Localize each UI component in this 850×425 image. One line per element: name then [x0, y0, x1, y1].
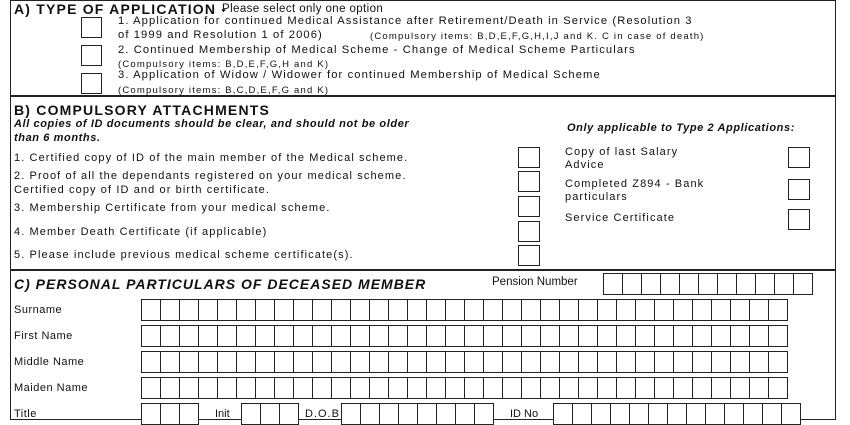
char-cell[interactable] — [553, 403, 573, 425]
char-cell[interactable] — [379, 403, 399, 425]
type2-checkbox-bank[interactable] — [788, 179, 810, 200]
attachment-checkbox-5[interactable] — [518, 245, 540, 266]
char-cell[interactable] — [179, 325, 199, 347]
char-cell[interactable] — [312, 351, 332, 373]
char-cell[interactable] — [540, 325, 560, 347]
char-cell[interactable] — [502, 377, 522, 399]
char-cell[interactable] — [279, 403, 299, 425]
surname-grid[interactable] — [141, 299, 787, 321]
char-cell[interactable] — [654, 377, 674, 399]
char-cell[interactable] — [559, 351, 579, 373]
char-cell[interactable] — [398, 403, 418, 425]
char-cell[interactable] — [730, 351, 750, 373]
char-cell[interactable] — [610, 403, 630, 425]
dob-label: D.O.B — [305, 408, 340, 420]
char-cell[interactable] — [616, 299, 636, 321]
char-cell[interactable] — [483, 325, 503, 347]
char-cell[interactable] — [502, 299, 522, 321]
option3-checkbox[interactable] — [81, 73, 102, 94]
char-cell[interactable] — [616, 351, 636, 373]
char-cell[interactable] — [436, 403, 456, 425]
char-cell[interactable] — [591, 403, 611, 425]
attachment-checkbox-3[interactable] — [518, 196, 540, 217]
char-cell[interactable] — [635, 325, 655, 347]
char-cell[interactable] — [654, 299, 674, 321]
char-cell[interactable] — [179, 377, 199, 399]
char-cell[interactable] — [540, 377, 560, 399]
char-cell[interactable] — [236, 351, 256, 373]
char-cell[interactable] — [540, 299, 560, 321]
char-cell[interactable] — [217, 377, 237, 399]
char-cell[interactable] — [445, 377, 465, 399]
char-cell[interactable] — [540, 351, 560, 373]
char-cell[interactable] — [160, 325, 180, 347]
char-cell[interactable] — [312, 325, 332, 347]
char-cell[interactable] — [179, 299, 199, 321]
char-cell[interactable] — [635, 351, 655, 373]
char-cell[interactable] — [198, 299, 218, 321]
char-cell[interactable] — [692, 299, 712, 321]
section-b-note-line2: than 6 months. — [14, 132, 101, 144]
type2-item-bank-line2: particulars — [565, 191, 628, 203]
attachment-checkbox-1[interactable] — [518, 147, 540, 168]
char-cell[interactable] — [217, 351, 237, 373]
attachment-item-2: 2. Proof of all the dependants registered on your medical scheme. — [14, 170, 407, 182]
char-cell[interactable] — [679, 273, 699, 295]
char-cell[interactable] — [597, 351, 617, 373]
pension-number-label: Pension Number — [492, 276, 578, 288]
char-cell[interactable] — [293, 377, 313, 399]
type2-item-salary: Copy of last Salary — [565, 146, 679, 158]
char-cell[interactable] — [743, 403, 763, 425]
char-cell[interactable] — [341, 403, 361, 425]
char-cell[interactable] — [369, 299, 389, 321]
char-cell[interactable] — [426, 299, 446, 321]
char-cell[interactable] — [160, 403, 180, 425]
char-cell[interactable] — [597, 377, 617, 399]
pension-number-grid[interactable] — [603, 273, 812, 295]
surname-label: Surname — [14, 304, 63, 316]
char-cell[interactable] — [648, 403, 668, 425]
char-cell[interactable] — [160, 351, 180, 373]
char-cell[interactable] — [749, 325, 769, 347]
char-cell[interactable] — [417, 403, 437, 425]
char-cell[interactable] — [236, 299, 256, 321]
char-cell[interactable] — [369, 325, 389, 347]
char-cell[interactable] — [755, 273, 775, 295]
char-cell[interactable] — [698, 273, 718, 295]
char-cell[interactable] — [673, 377, 693, 399]
char-cell[interactable] — [350, 351, 370, 373]
char-cell[interactable] — [730, 299, 750, 321]
option3-items: (Compulsory items: B,C,D,E,F,G and K) — [118, 85, 330, 96]
option1-items: (Compulsory items: B,D,E,F,G,H,I,J and K. C in case of death) — [370, 31, 705, 42]
id-no-label: ID No — [510, 408, 539, 420]
char-cell[interactable] — [350, 325, 370, 347]
char-cell[interactable] — [388, 325, 408, 347]
char-cell[interactable] — [597, 325, 617, 347]
char-cell[interactable] — [293, 325, 313, 347]
char-cell[interactable] — [768, 351, 788, 373]
first-name-label: First Name — [14, 330, 73, 342]
char-cell[interactable] — [762, 403, 782, 425]
char-cell[interactable] — [692, 325, 712, 347]
char-cell[interactable] — [445, 299, 465, 321]
char-cell[interactable] — [768, 299, 788, 321]
char-cell[interactable] — [597, 299, 617, 321]
char-cell[interactable] — [559, 299, 579, 321]
char-cell[interactable] — [464, 299, 484, 321]
char-cell[interactable] — [464, 351, 484, 373]
option3-text: 3. Application of Widow / Widower for continued Membership of Medical Scheme — [118, 69, 601, 81]
char-cell[interactable] — [464, 325, 484, 347]
middle-name-label: Middle Name — [14, 356, 85, 368]
char-cell[interactable] — [502, 351, 522, 373]
char-cell[interactable] — [578, 299, 598, 321]
char-cell[interactable] — [388, 351, 408, 373]
dob-grid[interactable] — [341, 403, 493, 425]
option1-text: 1. Application for continued Medical Assistance after Retirement/Death in Service (Resolution 3 — [118, 15, 693, 27]
char-cell[interactable] — [455, 403, 475, 425]
char-cell[interactable] — [179, 351, 199, 373]
char-cell[interactable] — [483, 351, 503, 373]
type2-item-service: Service Certificate — [565, 212, 676, 224]
char-cell[interactable] — [641, 273, 661, 295]
char-cell[interactable] — [312, 299, 332, 321]
char-cell[interactable] — [578, 351, 598, 373]
char-cell[interactable] — [426, 377, 446, 399]
option2-text: 2. Continued Membership of Medical Scheme - Change of Medical Scheme Particulars — [118, 44, 636, 56]
char-cell[interactable] — [673, 351, 693, 373]
char-cell[interactable] — [724, 403, 744, 425]
char-cell[interactable] — [217, 299, 237, 321]
char-cell[interactable] — [255, 325, 275, 347]
first-name-grid[interactable] — [141, 325, 787, 347]
char-cell[interactable] — [673, 325, 693, 347]
char-cell[interactable] — [217, 325, 237, 347]
maiden-name-label: Maiden Name — [14, 382, 88, 394]
init-grid[interactable] — [241, 403, 298, 425]
char-cell[interactable] — [635, 377, 655, 399]
char-cell[interactable] — [331, 377, 351, 399]
char-cell[interactable] — [388, 299, 408, 321]
char-cell[interactable] — [255, 377, 275, 399]
char-cell[interactable] — [260, 403, 280, 425]
option1-checkbox[interactable] — [81, 17, 102, 38]
attachment-checkbox-2[interactable] — [518, 171, 540, 192]
char-cell[interactable] — [635, 299, 655, 321]
char-cell[interactable] — [426, 351, 446, 373]
char-cell[interactable] — [559, 325, 579, 347]
char-cell[interactable] — [749, 351, 769, 373]
char-cell[interactable] — [572, 403, 592, 425]
char-cell[interactable] — [274, 351, 294, 373]
char-cell[interactable] — [654, 325, 674, 347]
char-cell[interactable] — [521, 351, 541, 373]
char-cell[interactable] — [331, 325, 351, 347]
char-cell[interactable] — [369, 351, 389, 373]
option2-checkbox[interactable] — [81, 45, 102, 66]
char-cell[interactable] — [141, 351, 161, 373]
maiden-name-grid[interactable] — [141, 377, 787, 399]
char-cell[interactable] — [629, 403, 649, 425]
char-cell[interactable] — [241, 403, 261, 425]
char-cell[interactable] — [705, 403, 725, 425]
char-cell[interactable] — [730, 377, 750, 399]
char-cell[interactable] — [521, 377, 541, 399]
option1-text-line2: of 1999 and Resolution 1 of 2006) — [118, 29, 323, 41]
char-cell[interactable] — [673, 299, 693, 321]
char-cell[interactable] — [426, 325, 446, 347]
char-cell[interactable] — [141, 403, 161, 425]
char-cell[interactable] — [521, 325, 541, 347]
attachment-item-4: 4. Member Death Certificate (if applicable) — [14, 226, 268, 238]
attachment-item-2b: Certified copy of ID and or birth certificate. — [14, 184, 271, 196]
char-cell[interactable] — [407, 299, 427, 321]
char-cell[interactable] — [768, 377, 788, 399]
char-cell[interactable] — [369, 377, 389, 399]
char-cell[interactable] — [445, 325, 465, 347]
char-cell[interactable] — [236, 325, 256, 347]
char-cell[interactable] — [407, 377, 427, 399]
char-cell[interactable] — [360, 403, 380, 425]
char-cell[interactable] — [331, 299, 351, 321]
char-cell[interactable] — [483, 377, 503, 399]
char-cell[interactable] — [312, 377, 332, 399]
char-cell[interactable] — [521, 299, 541, 321]
char-cell[interactable] — [667, 403, 687, 425]
type2-checkbox-service[interactable] — [788, 209, 810, 230]
attachment-checkbox-4[interactable] — [518, 221, 540, 242]
attachment-item-3: 3. Membership Certificate from your medical scheme. — [14, 202, 331, 214]
section-a-instruction: Please select only one option — [222, 3, 384, 15]
char-cell[interactable] — [198, 351, 218, 373]
char-cell[interactable] — [274, 299, 294, 321]
char-cell[interactable] — [692, 351, 712, 373]
middle-name-grid[interactable] — [141, 351, 787, 373]
id-no-grid[interactable] — [553, 403, 800, 425]
section-b-heading: B) COMPULSORY ATTACHMENTS — [14, 102, 271, 118]
char-cell[interactable] — [711, 351, 731, 373]
type2-checkbox-salary[interactable] — [788, 147, 810, 168]
char-cell[interactable] — [793, 273, 813, 295]
char-cell[interactable] — [654, 351, 674, 373]
char-cell[interactable] — [274, 325, 294, 347]
char-cell[interactable] — [622, 273, 642, 295]
char-cell[interactable] — [388, 377, 408, 399]
char-cell[interactable] — [711, 299, 731, 321]
char-cell[interactable] — [616, 325, 636, 347]
char-cell[interactable] — [730, 325, 750, 347]
char-cell[interactable] — [578, 377, 598, 399]
char-cell[interactable] — [711, 325, 731, 347]
char-cell[interactable] — [331, 351, 351, 373]
section-a-heading: A) TYPE OF APPLICATION - — [14, 1, 228, 17]
option2-items: (Compulsory items: B,D,E,F,G,H and K) — [118, 59, 330, 70]
char-cell[interactable] — [711, 377, 731, 399]
char-cell[interactable] — [464, 377, 484, 399]
char-cell[interactable] — [474, 403, 494, 425]
char-cell[interactable] — [350, 299, 370, 321]
char-cell[interactable] — [407, 325, 427, 347]
char-cell[interactable] — [141, 325, 161, 347]
char-cell[interactable] — [160, 377, 180, 399]
char-cell[interactable] — [255, 351, 275, 373]
type2-item-salary-line2: Advice — [565, 159, 605, 171]
attachment-item-1: 1. Certified copy of ID of the main member of the Medical scheme. — [14, 152, 409, 164]
char-cell[interactable] — [236, 377, 256, 399]
char-cell[interactable] — [774, 273, 794, 295]
type2-heading: Only applicable to Type 2 Applications: — [567, 122, 795, 134]
char-cell[interactable] — [141, 299, 161, 321]
char-cell[interactable] — [141, 377, 161, 399]
char-cell[interactable] — [293, 299, 313, 321]
char-cell[interactable] — [781, 403, 801, 425]
char-cell[interactable] — [445, 351, 465, 373]
section-b-note: All copies of ID documents should be clear, and should not be older — [14, 118, 410, 130]
char-cell[interactable] — [483, 299, 503, 321]
char-cell[interactable] — [160, 299, 180, 321]
char-cell[interactable] — [616, 377, 636, 399]
title-label: Title — [14, 408, 37, 420]
type2-item-bank: Completed Z894 - Bank — [565, 178, 705, 190]
char-cell[interactable] — [578, 325, 598, 347]
attachment-item-5: 5. Please include previous medical scheme certificate(s). — [14, 249, 354, 261]
char-cell[interactable] — [179, 403, 199, 425]
section-c-heading: C) PERSONAL PARTICULARS OF DECEASED MEMBER — [14, 276, 427, 292]
char-cell[interactable] — [198, 377, 218, 399]
char-cell[interactable] — [559, 377, 579, 399]
char-cell[interactable] — [768, 325, 788, 347]
title-grid[interactable] — [141, 403, 198, 425]
char-cell[interactable] — [686, 403, 706, 425]
char-cell[interactable] — [293, 351, 313, 373]
char-cell[interactable] — [660, 273, 680, 295]
char-cell[interactable] — [502, 325, 522, 347]
init-label: Init — [215, 408, 230, 420]
char-cell[interactable] — [749, 299, 769, 321]
char-cell[interactable] — [407, 351, 427, 373]
char-cell[interactable] — [350, 377, 370, 399]
char-cell[interactable] — [692, 377, 712, 399]
char-cell[interactable] — [274, 377, 294, 399]
char-cell[interactable] — [255, 299, 275, 321]
char-cell[interactable] — [198, 325, 218, 347]
char-cell[interactable] — [717, 273, 737, 295]
char-cell[interactable] — [749, 377, 769, 399]
char-cell[interactable] — [603, 273, 623, 295]
char-cell[interactable] — [736, 273, 756, 295]
